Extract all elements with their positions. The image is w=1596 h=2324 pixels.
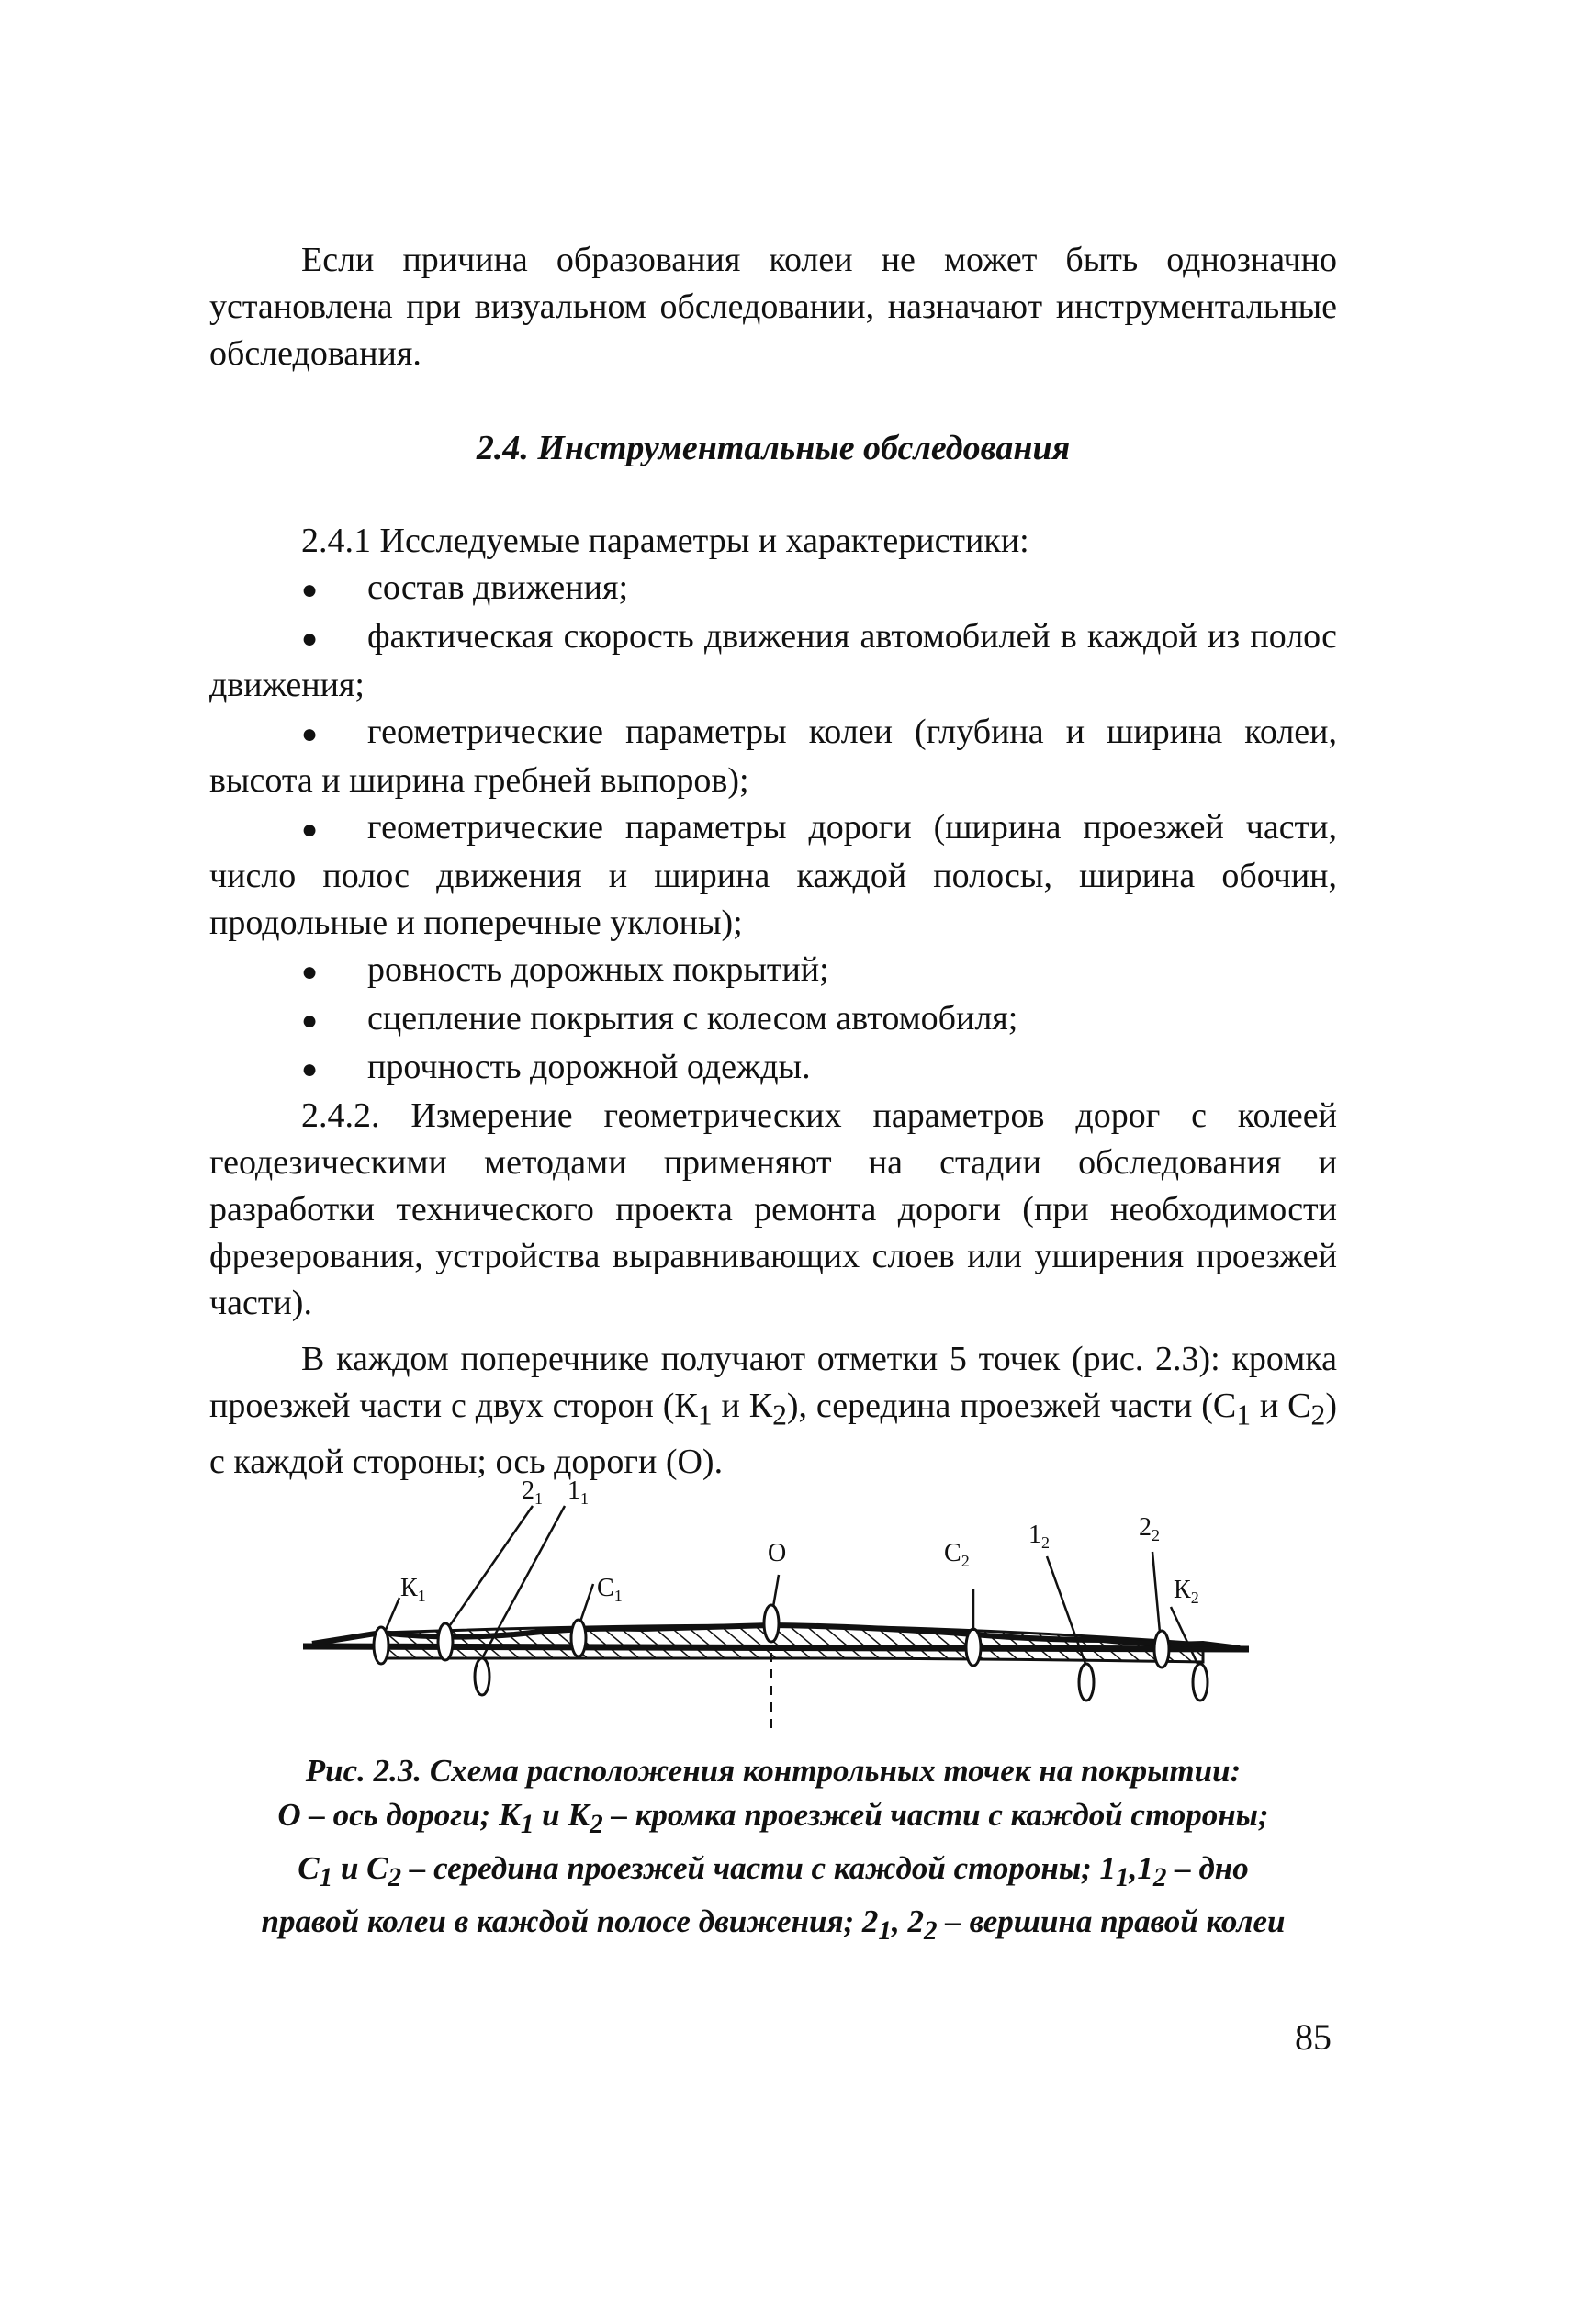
- label-2-1: $2_1$: [522, 1476, 543, 1508]
- bullet-icon: ●: [301, 814, 319, 845]
- rod-c2: [966, 1629, 981, 1666]
- bullet-icon: ●: [301, 1005, 319, 1036]
- rod-k2: [1193, 1664, 1208, 1701]
- bullet-icon: ●: [301, 575, 319, 605]
- list-item: ● фактическая скорость движения автомобилей в каждой из полос движения;: [209, 617, 1337, 704]
- bullet-icon: ●: [301, 719, 319, 749]
- list-item: ● ровность дорожных покрытий;: [209, 947, 1337, 995]
- bullet-icon: ●: [301, 623, 319, 654]
- label-c1: $С_1$: [597, 1574, 623, 1605]
- label-c2: $С_2$: [944, 1539, 970, 1570]
- label-2-2: $2_2$: [1139, 1513, 1160, 1544]
- rod-k1: [374, 1627, 388, 1664]
- caption-line: правой колеи в каждой полосе движения; $2_1$, $2_2$ – вершина правой колеи: [261, 1903, 1286, 1946]
- list-item: ● сцепление покрытия с колесом автомобиля;: [209, 995, 1337, 1044]
- list-item: ● прочность дорожной одежды.: [209, 1044, 1337, 1093]
- caption-line: Рис. 2.3. Схема расположения контрольных точек на покрытии:: [305, 1753, 1242, 1789]
- pavement-layer: [381, 1625, 1203, 1662]
- rod-2-1: [438, 1623, 453, 1660]
- label-1-1: $1_1$: [568, 1476, 589, 1508]
- bullet-icon: ●: [301, 1054, 319, 1084]
- leader-o: [773, 1575, 779, 1607]
- label-k1: $К_1$: [400, 1574, 426, 1605]
- rod-2-2: [1154, 1631, 1169, 1667]
- caption-line: О – ось дороги; $К_1$ и $К_2$ – кромка проезжей части с каждой стороны;: [277, 1797, 1269, 1839]
- paragraph-2-4-2: 2.4.2. Измерение геометрических параметров дорог с колеей геодезическими методами применяют на стадии обследования и разработки технического проекта ремонта дороги (при необходимости фрезерования, устройства выравнивающих слоев или уширения проезжей части).: [209, 1096, 1337, 1322]
- page-number: 85: [1295, 2016, 1332, 2058]
- rod-o: [764, 1605, 779, 1642]
- rod-1-1: [475, 1658, 489, 1695]
- text-block: [209, 237, 1337, 1486]
- leader-c1: [580, 1584, 593, 1622]
- intro-paragraph: Если причина образования колеи не может быть однозначно установлена при визуальном обследовании, назначают инструментальные обследования.: [209, 241, 1337, 373]
- list-item: ● состав движения;: [209, 565, 1337, 613]
- caption-line: $С_1$ и $С_2$ – середина проезжей части с каждой стороны; $1_1,1_2$ – дно: [298, 1850, 1249, 1892]
- figure-caption: [209, 1749, 1337, 1953]
- paragraph-control-points: В каждом поперечнике получают отметки 5 точек (рис. 2.3): кромка проезжей части с двух сторон ($К_1$ и $К_2$), середина проезжей части ($С_1$ и $С_2$) с каждой стороны; ось дороги (О).: [209, 1340, 1337, 1481]
- leader-2-1: [450, 1506, 533, 1625]
- bullet-icon: ●: [301, 957, 319, 987]
- section-heading: 2.4. Инструментальные обследования: [476, 429, 1071, 467]
- leader-2-2: [1152, 1552, 1160, 1633]
- label-o: О: [768, 1539, 787, 1567]
- rod-1-2: [1079, 1664, 1094, 1701]
- leader-k1: [386, 1598, 399, 1630]
- rod-c1: [571, 1620, 586, 1656]
- paragraph-2-4-1: 2.4.1 Исследуемые параметры и характеристики:: [301, 522, 1029, 560]
- label-k2: $К_2$: [1174, 1576, 1199, 1607]
- road-cross-section-diagram: [275, 1469, 1286, 1745]
- label-1-2: $1_2$: [1028, 1521, 1050, 1552]
- list-item: ● геометрические параметры дороги (ширина проезжей части, число полос движения и ширина каждой полосы, ширина обочин, продольные и поперечные уклоны);: [209, 808, 1337, 942]
- list-item: ● геометрические параметры колеи (глубина и ширина колеи, высота и ширина гребней выпоров);: [209, 713, 1337, 800]
